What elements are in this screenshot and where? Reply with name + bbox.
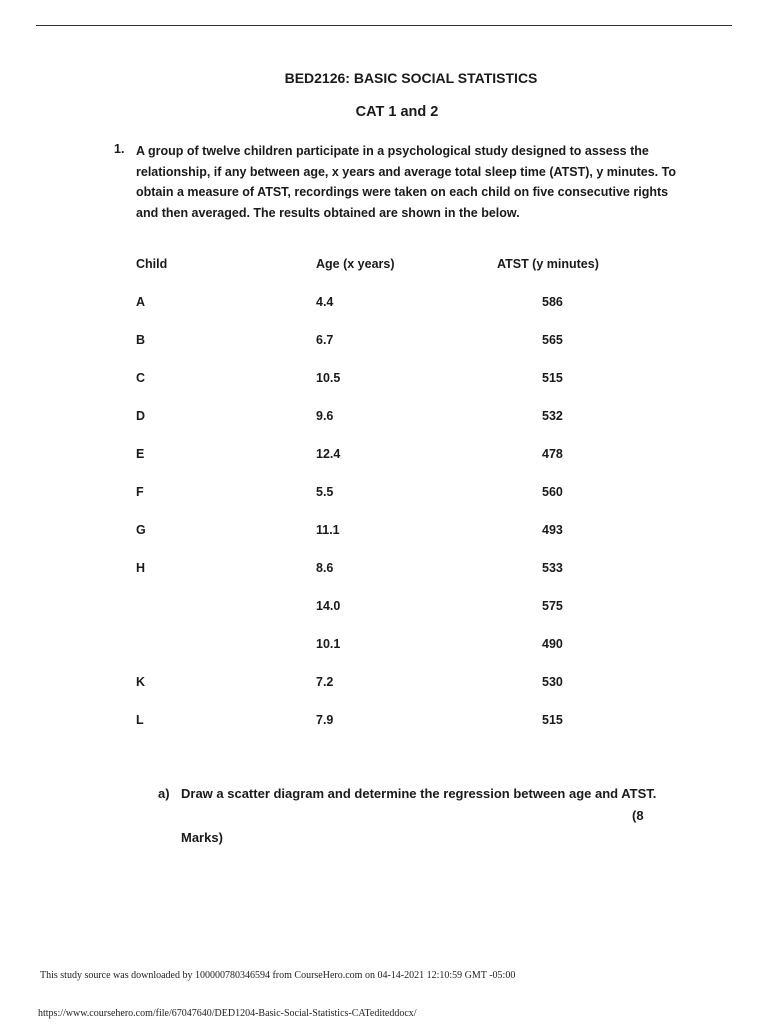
table-cell-atst: 575 bbox=[542, 599, 563, 613]
table-cell-age: 14.0 bbox=[316, 599, 341, 613]
table-cell-age: 4.4 bbox=[316, 295, 334, 309]
source-url-link[interactable]: https://www.coursehero.com/file/67047640/DED1204-Basic-Social-Statistics-CATediteddocx/ bbox=[38, 1008, 417, 1019]
table-cell-atst: 478 bbox=[542, 447, 563, 461]
table-cell-child: D bbox=[136, 409, 146, 423]
table-header-age: Age (x years) bbox=[316, 257, 395, 271]
table-cell-atst: 565 bbox=[542, 333, 563, 347]
question-text: A group of twelve children participate in a psychological study designed to assess the relationship, if any between age, x years and average total sleep time (ATST), y minutes. To obtain a measure of ATST, recordings were taken on each child on five consecutive rights and then averaged. The results obtained are shown in the below. bbox=[136, 144, 676, 220]
table-cell-child: H bbox=[136, 561, 146, 575]
marks-open: (8 bbox=[632, 808, 644, 823]
table-cell-atst: 515 bbox=[542, 371, 563, 385]
table-cell-atst: 532 bbox=[542, 409, 563, 423]
table-cell-atst: 493 bbox=[542, 523, 563, 537]
top-rule bbox=[36, 25, 732, 26]
table-cell-atst: 560 bbox=[542, 485, 563, 499]
table-cell-child: K bbox=[136, 675, 146, 689]
document-subtitle: CAT 1 and 2 bbox=[355, 104, 439, 120]
table-cell-age: 7.9 bbox=[316, 713, 334, 727]
table-header-child: Child bbox=[136, 257, 168, 271]
document-title: BED2126: BASIC SOCIAL STATISTICS bbox=[284, 70, 538, 86]
part-a-text: Draw a scatter diagram and determine the regression between age and ATST. bbox=[181, 786, 657, 801]
table-cell-age: 9.6 bbox=[316, 409, 334, 423]
table-cell-age: 10.1 bbox=[316, 637, 341, 651]
part-a-question bbox=[158, 786, 656, 801]
table-cell-child: B bbox=[136, 333, 146, 347]
table-cell-age: 12.4 bbox=[316, 447, 341, 461]
table-cell-atst: 533 bbox=[542, 561, 563, 575]
part-a-label: a) bbox=[158, 786, 170, 801]
table-cell-age: 10.5 bbox=[316, 371, 341, 385]
table-header-atst: ATST (y minutes) bbox=[497, 257, 599, 271]
table-cell-atst: 530 bbox=[542, 675, 563, 689]
question-number: 1. bbox=[114, 142, 125, 156]
table-cell-child: F bbox=[136, 485, 144, 499]
table-cell-child: C bbox=[136, 371, 146, 385]
table-cell-child: G bbox=[136, 523, 146, 537]
table-cell-child: L bbox=[136, 713, 144, 727]
table-cell-atst: 490 bbox=[542, 637, 563, 651]
table-cell-child: E bbox=[136, 447, 145, 461]
table-cell-age: 8.6 bbox=[316, 561, 334, 575]
download-note: This study source was downloaded by 100000780346594 from CourseHero.com on 04-14-2021 12:10:59 GMT -05:00 bbox=[40, 970, 516, 981]
table-cell-age: 7.2 bbox=[316, 675, 334, 689]
table-cell-age: 6.7 bbox=[316, 333, 334, 347]
table-cell-atst: 586 bbox=[542, 295, 563, 309]
marks-close: Marks) bbox=[181, 830, 223, 845]
table-cell-child: A bbox=[136, 295, 146, 309]
table-cell-age: 5.5 bbox=[316, 485, 334, 499]
table-cell-age: 11.1 bbox=[316, 523, 340, 537]
table-cell-atst: 515 bbox=[542, 713, 563, 727]
